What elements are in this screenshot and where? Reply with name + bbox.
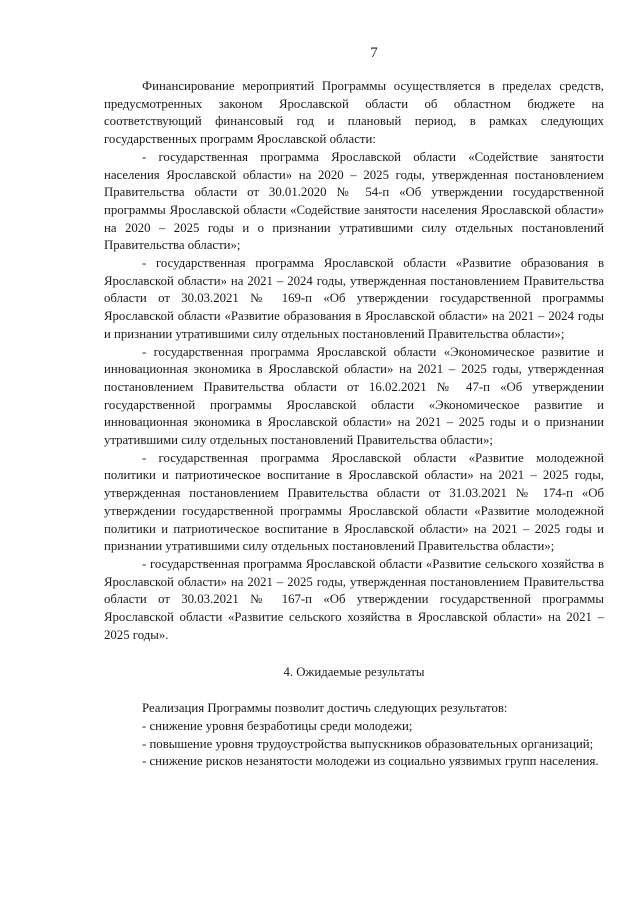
document-page [104,0,604,905]
section-heading: 4. Ожидаемые результаты [283,664,425,679]
result-item: - повышение уровня трудоустройства выпускников образовательных организаций; [142,736,594,751]
document-body [104,78,604,771]
program-item-youth-policy: - государственная программа Ярославской области «Развитие молодежной политики и патриотическое воспитание в Ярославской области» на 2021 – 2025 годы, утвержденная постановлением Правительства области от 31.03.2021 № 174-п «Об утверждении государственной программы Ярославской области «Развитие молодежной политики и патриотическое воспитание в Ярославской области» на 2021 – 2025 годы и признании утратившими силу отдельных постановлений Правительства области»; [104,450,604,554]
financing-intro-paragraph: Финансирование мероприятий Программы осуществляется в пределах средств, предусмотренных законом Ярославской области об областном бюджете на соответствующий финансовый год и плановый период, в рамках следующих государственных программ Ярославской области: [104,79,604,147]
page-number: 7 [370,45,378,61]
program-item-economy: - государственная программа Ярославской области «Экономическое развитие и инновационная экономика в Ярославской области» на 2021 – 2025 годы, утвержденная постановлением Правительства области от 16.02.2021 № 47-п «Об утверждении государственной программы Ярославской области «Экономическое развитие и инновационная экономика в Ярославской области» на 2021 – 2025 годы и о признании утратившими силу отдельных постановлений Правительства области»; [104,344,604,448]
program-item-employment: - государственная программа Ярославской области «Содействие занятости населения Ярославской области» на 2020 – 2025 годы, утвержденная постановлением Правительства области от 30.01.2020 № 54-п «Об утверждении государственной программы Ярославской области «Содействие занятости населения Ярославской области» на 2020 – 2025 годы и о признании утратившими силу отдельных постановлений Правительства области»; [104,149,604,253]
program-item-education: - государственная программа Ярославской области «Развитие образования в Ярославской области» на 2021 – 2024 годы, утвержденная постановлением Правительства области от 30.03.2021 № 169-п «Об утверждении государственной программы Ярославской области «Развитие образования в Ярославской области» на 2021 – 2024 годы и признании утратившими силу отдельных постановлений Правительства области»; [104,256,604,341]
program-item-agriculture: - государственная программа Ярославской области «Развитие сельского хозяйства в Ярославской области» на 2021 – 2025 годы, утвержденная постановлением Правительства области от 30.03.2021 № 167-п «Об утверждении государственной программы Ярославской области «Развитие сельского хозяйства в Ярославской области» на 2021 – 2025 годы». [104,556,604,642]
result-item: - снижение уровня безработицы среди молодежи; [142,718,413,733]
result-item: - снижение рисков незанятости молодежи из социально уязвимых групп населения. [142,754,599,769]
results-intro: Реализация Программы позволит достичь следующих результатов: [142,701,508,716]
